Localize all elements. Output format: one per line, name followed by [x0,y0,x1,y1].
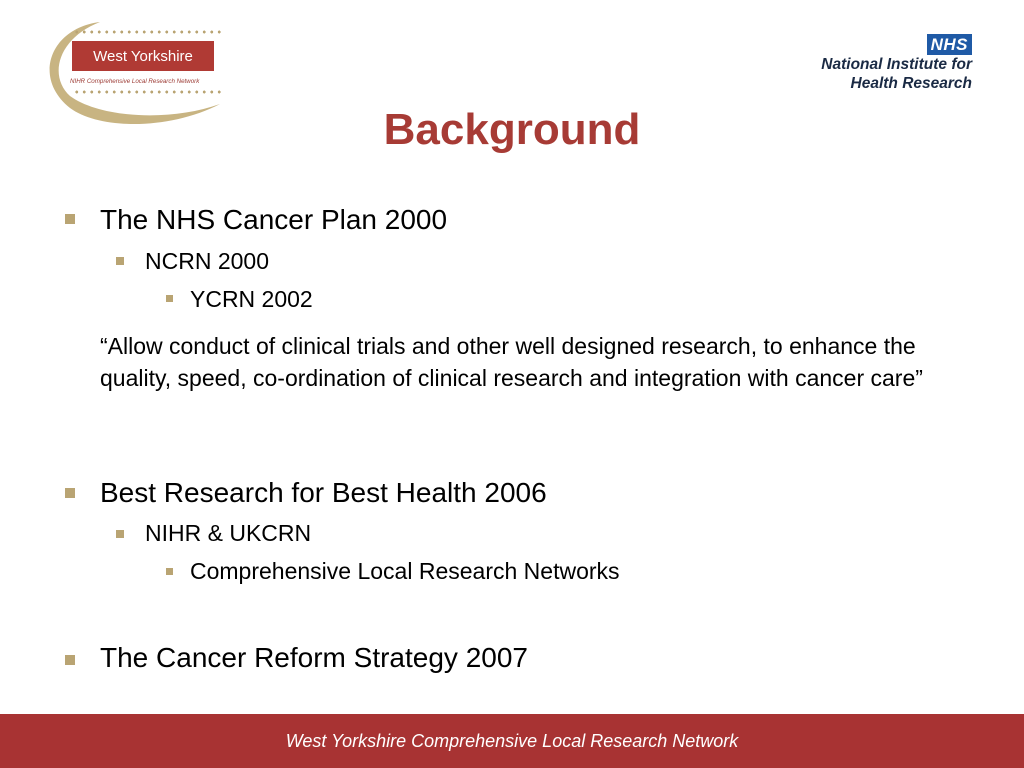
bullet-best-research: Best Research for Best Health 2006 [100,477,547,508]
bullet-cancer-reform: The Cancer Reform Strategy 2007 [100,642,528,673]
nihr-logo [821,34,972,93]
logo-subtitle: NIHR Comprehensive Local Research Network [70,78,200,85]
bullet-marker [65,214,75,224]
bullet-marker [116,257,124,265]
nihr-line-1: National Institute for [821,56,972,73]
nhs-badge: NHS [927,34,972,55]
bullet-ycrn: YCRN 2002 [190,286,313,312]
bullet-cancer-plan: The NHS Cancer Plan 2000 [100,204,448,235]
bullet-nihr-ukcrn: NIHR & UKCRN [145,520,312,546]
bullet-marker [65,488,75,498]
bullet-ncrn: NCRN 2000 [145,248,269,274]
bullet-marker [166,568,173,575]
nihr-line-2: Health Research [850,75,972,92]
bullet-marker [166,295,173,302]
logo-dots-bottom [73,90,223,94]
slide-footer [0,714,1024,768]
footer-text: West Yorkshire Comprehensive Local Research Network [285,730,739,751]
logo-dots-top [73,30,223,34]
plan-quote: “Allow conduct of clinical trials and other well designed research, to enhance the quality, speed, co-ordination of clinical research and integration with cancer care” [100,333,923,391]
bullet-marker [116,530,124,538]
logo-name: West Yorkshire [72,41,214,71]
bullet-marker [65,655,75,665]
slide-title: Background [383,105,641,154]
bullet-clrn: Comprehensive Local Research Networks [190,558,620,584]
